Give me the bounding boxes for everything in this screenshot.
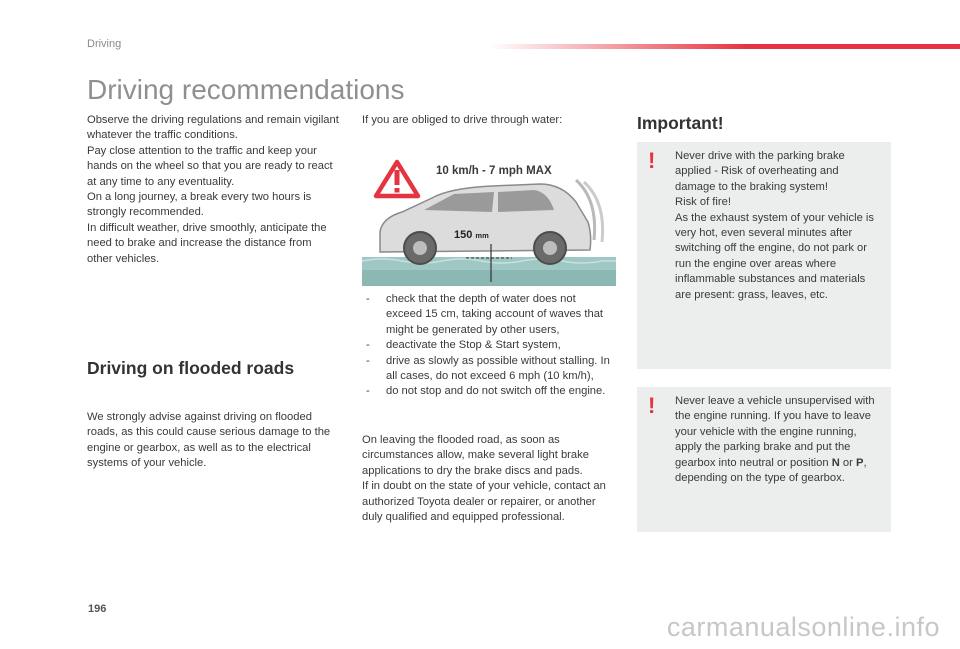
after-line: On leaving the flooded road, as soon as circumstances allow, make several light brake applications to dry the brake discs and pads. [362, 434, 589, 477]
after-line: If in doubt on the state of your vehicle, contact an authorized Toyota dealer or repairer, or another duly qualified and equipped professional. [362, 480, 606, 524]
water-body [362, 270, 616, 286]
water-intro [362, 113, 622, 128]
watermark: carmanualsonline.info [666, 612, 940, 642]
warning-box-parking-brake [637, 142, 891, 369]
intro-line: Observe the driving regulations and remain vigilant whatever the traffic conditions. [87, 114, 339, 142]
important-heading: Important! [637, 113, 724, 133]
list-item: - check that the depth of water does not exceed 15 cm, taking account of waves that might be generated by other users, [362, 292, 614, 338]
top-accent-bar [490, 44, 960, 49]
warning-box-unsupervised [637, 387, 891, 532]
intro-line: On a long journey, a break every two hours is strongly recommended. [87, 191, 312, 219]
water-intro-text: If you are obliged to drive through water: [362, 114, 563, 126]
neutral-position: N [831, 456, 840, 469]
intro-text [87, 113, 339, 267]
warning-line [675, 394, 880, 486]
exclamation-icon: ! [648, 148, 656, 173]
page-title: Driving recommendations [87, 74, 405, 105]
flooded-road-illustration [362, 140, 616, 286]
speed-limit-label: 10 km/h - 7 mph MAX [436, 165, 552, 177]
flooded-paragraph [87, 410, 339, 472]
svg-text:150 mm [454, 229, 489, 241]
warning-line: As the exhaust system of your vehicle is very hot, even several minutes after switching off the engine, do not park or run the engine over areas where inflammable substances and materials are present: grass, leaves, etc. [675, 211, 874, 301]
warning-text [675, 149, 880, 303]
list-item: - drive as slowly as possible without stalling. In all cases, do not exceed 6 mph (10 km/h), [362, 354, 614, 385]
flooded-heading: Driving on flooded roads [87, 358, 295, 378]
park-position: P [856, 456, 864, 469]
warning-line: Risk of fire! [675, 196, 731, 209]
section-label: Driving [87, 38, 122, 50]
warning-text-part: or [839, 456, 856, 469]
flooded-text: We strongly advise against driving on flooded roads, as this could cause serious damage to the engine or gearbox, as well as to the electrical systems of your vehicle. [87, 411, 331, 470]
intro-line: In difficult weather, drive smoothly, anticipate the need to brake and increase the distance from other vehicles. [87, 221, 327, 265]
warning-text [675, 394, 880, 486]
list-item: - do not stop and do not switch off the engine. [362, 384, 614, 399]
warning-line: Never drive with the parking brake applied - Risk of overheating and damage to the braking system! [675, 150, 845, 193]
warning-text-part: , depending on the type of gearbox. [675, 456, 867, 485]
depth-value: 150 [454, 229, 473, 241]
depth-unit: mm [475, 231, 489, 240]
list-item: - deactivate the Stop & Start system, [362, 338, 614, 353]
water-steps-list [362, 292, 614, 400]
exclamation-icon: ! [648, 393, 656, 418]
intro-line: Pay close attention to the traffic and keep your hands on the wheel so that you are ready to react at any time to any eventuality. [87, 144, 333, 188]
page-number: 196 [88, 603, 107, 615]
warning-text-part: Never leave a vehicle unsupervised with the engine running. If you have to leave your vehicle with the engine running, apply the parking brake and put the gearbox into neutral or position [675, 395, 875, 469]
after-flood-text [362, 433, 614, 525]
